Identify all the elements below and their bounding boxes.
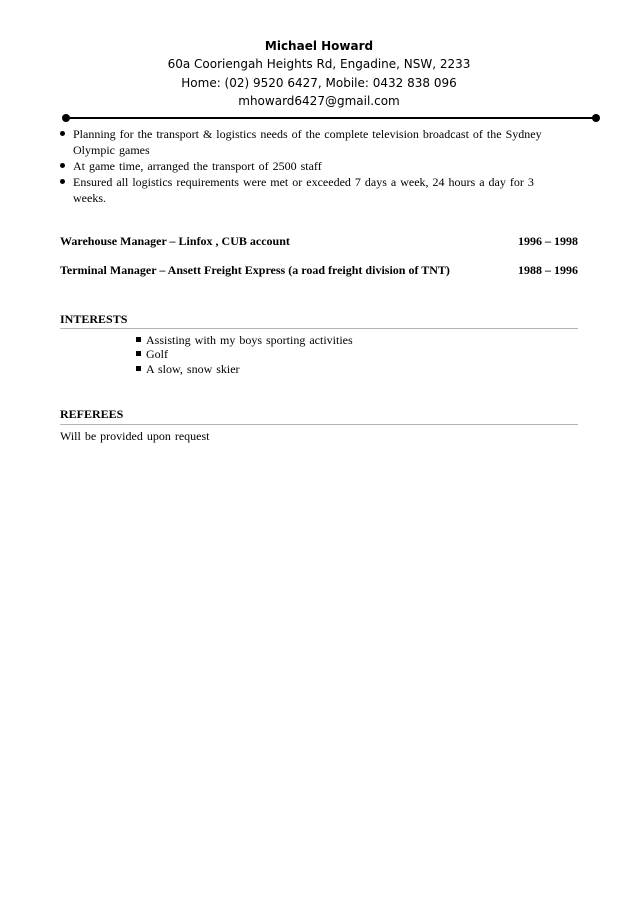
referees-heading: REFEREES: [60, 407, 124, 421]
interest-text: Golf: [146, 347, 168, 361]
interest-text: A slow, snow skier: [146, 362, 240, 376]
interests-divider: [60, 328, 578, 329]
role-dates: 1988 – 1996: [518, 263, 578, 277]
divider-right-dot: [592, 114, 600, 122]
bullet-text-line: At game time, arranged the transport of 2500 staff: [73, 159, 322, 173]
email-line: mhoward6427@gmail.com: [238, 94, 400, 108]
bullet-text-line: Planning for the transport & logistics needs of the complete television broadcast of the Sydney: [73, 127, 542, 141]
square-bullet-icon: [136, 366, 141, 371]
bullet-text-line: Olympic games: [73, 143, 150, 157]
referees-divider: [60, 424, 578, 425]
square-bullet-icon: [136, 351, 141, 356]
interest-text: Assisting with my boys sporting activities: [146, 333, 353, 347]
role-title: Terminal Manager – Ansett Freight Express (a road freight division of TNT): [60, 263, 450, 277]
square-bullet-icon: [136, 337, 141, 342]
address-line: 60a Cooriengah Heights Rd, Engadine, NSW, 2233: [167, 57, 471, 71]
referees-text: Will be provided upon request: [60, 429, 210, 443]
bullet-text-line: weeks.: [73, 191, 106, 205]
role-dates: 1996 – 1998: [518, 234, 578, 248]
applicant-name: Michael Howard: [264, 39, 374, 53]
bullet-icon: [60, 163, 65, 168]
phone-line: Home: (02) 9520 6427, Mobile: 0432 838 096: [181, 76, 457, 90]
divider-left-dot: [62, 114, 70, 122]
role-title: Warehouse Manager – Linfox , CUB account: [60, 234, 290, 248]
bullet-text-line: Ensured all logistics requirements were met or exceeded 7 days a week, 24 hours a day for 3: [73, 175, 534, 189]
header-divider: [62, 113, 600, 123]
divider-line: [66, 117, 596, 119]
interests-heading: INTERESTS: [60, 312, 128, 326]
bullet-icon: [60, 179, 65, 184]
bullet-icon: [60, 131, 65, 136]
